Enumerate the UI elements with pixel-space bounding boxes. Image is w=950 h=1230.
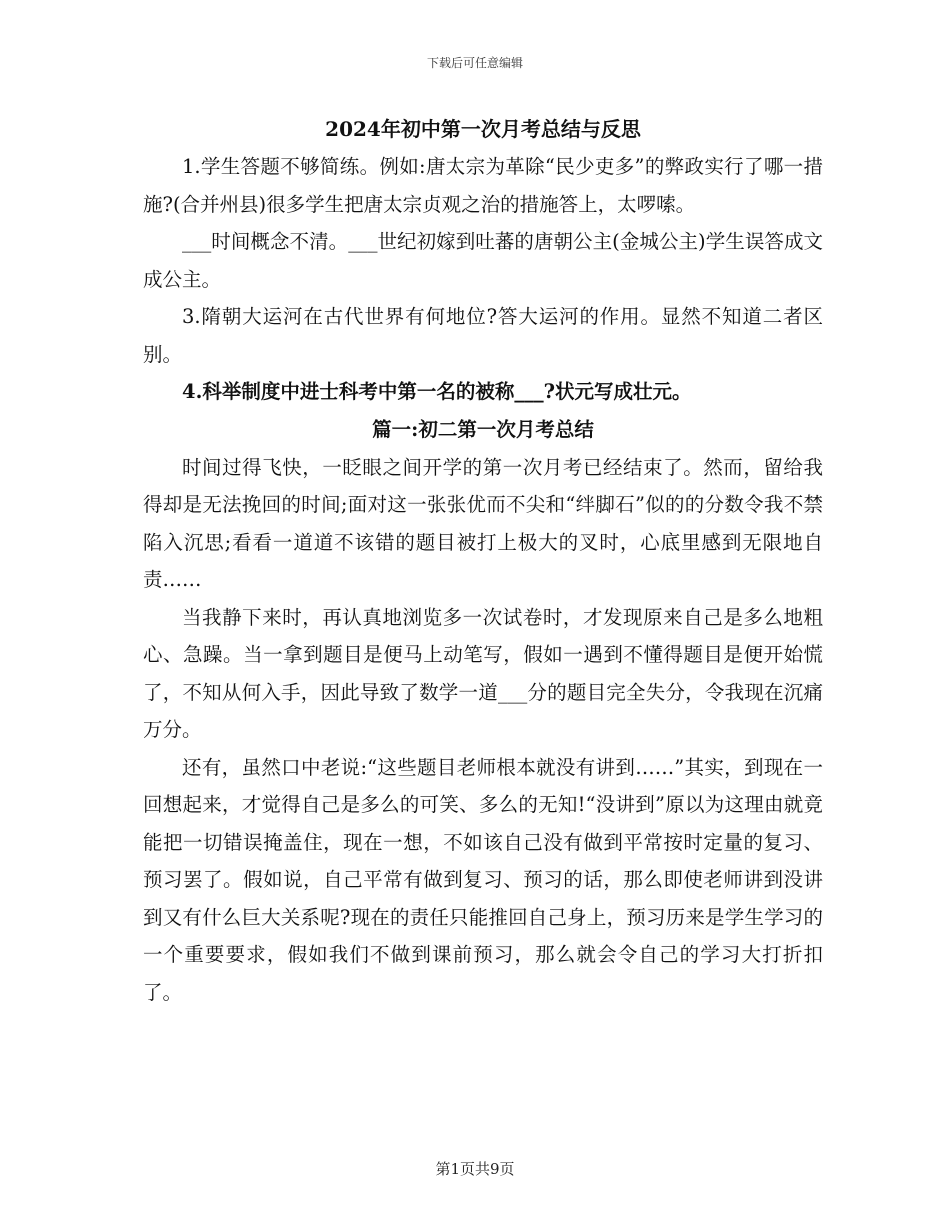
page-title: 2024年初中第一次月考总结与反思 [325, 117, 641, 141]
paragraph-item-1: 1.学生答题不够简练。例如:唐太宗为革除“民少吏多”的弊政实行了哪一措施?(合并州县)很多学生把唐太宗贞观之治的措施答上，太啰嗦。 [143, 155, 823, 216]
essay-paragraph-2: 当我静下来时，再认真地浏览多一次试卷时，才发现原来自己是多么地粗心、急躁。当一拿到题目是便马上动笔写，假如一遇到不懂得题目是便开始慌了，不知从何入手，因此导致了数学一道___分的题目完全失分，令我现在沉痛万分。 [143, 605, 823, 741]
page-footer: 第1页共9页 [435, 1160, 515, 1178]
header-note: 下载后可任意编辑 [426, 56, 523, 70]
essay-paragraph-1: 时间过得飞快，一眨眼之间开学的第一次月考已经结束了。然而，留给我得却是无法挽回的时间;面对这一张张优而不尖和“绊脚石”似的的分数令我不禁陷入沉思;看看一道道不该错的题目被打上极大的叉时，心底里感到无限地自责…… [143, 455, 823, 591]
paragraph-item-2: ___时间概念不清。___世纪初嫁到吐蕃的唐朝公主(金城公主)学生误答成文成公主。 [143, 230, 823, 291]
paragraph-item-3: 3.隋朝大运河在古代世界有何地位?答大运河的作用。显然不知道二者区别。 [143, 305, 823, 366]
paragraph-item-4: 4.科举制度中进士科考中第一名的被称___?状元写成壮元。 [182, 380, 692, 403]
essay-paragraph-3: 还有，虽然口中老说:“这些题目老师根本就没有讲到……”其实，到现在一回想起来，才觉得自己是多么的可笑、多么的无知!“没讲到”原以为这理由就竟能把一切错误掩盖住，现在一想，不如该自己没有做到平常按时定量的复习、预习罢了。假如说，自己平常有做到复习、预习的话，那么即使老师讲到没讲到又有什么巨大关系呢?现在的责任只能推回自己身上，预习历来是学生学习的一个重要要求，假如我们不做到课前预习，那么就会令自己的学习大打折扣了。 [143, 755, 823, 1004]
section-title: 篇一:初二第一次月考总结 [372, 417, 594, 441]
document-body [143, 112, 823, 1011]
